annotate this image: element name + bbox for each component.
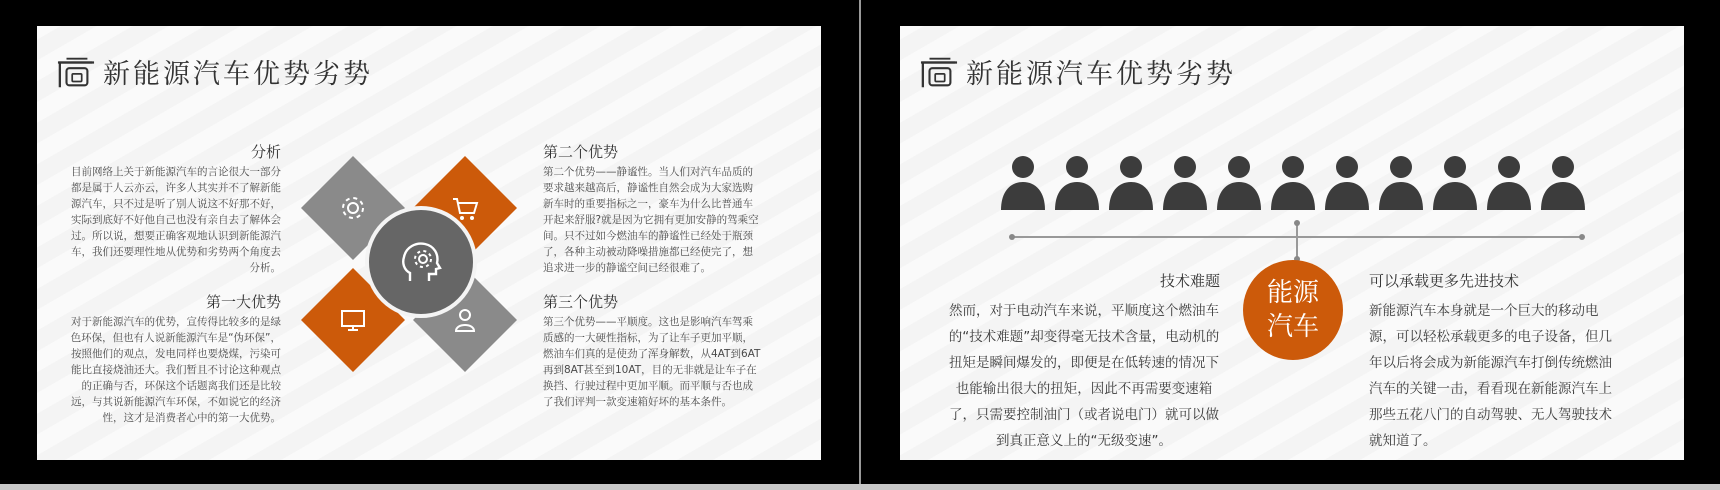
- energy-car-badge-text: 能源汽车: [1266, 278, 1319, 342]
- timeline-dot-top: [1294, 220, 1300, 226]
- person-icon: [1270, 154, 1316, 210]
- slide-title: [57, 52, 373, 91]
- person-icon: [1108, 154, 1154, 210]
- slide-right: [900, 26, 1684, 460]
- tech-difficulty-text: 然而，对于电动汽车来说，平顺度这个燃油车的“技术难题”却变得毫无技术含量，电动机的扭矩是瞬间爆发的，即便是在低转速的情况下也能输出很大的扭矩，因此不再需要变速箱了，只需要控制油门（或者说电门）就可以做到真正意义上的“无级变速”。: [948, 303, 1220, 449]
- house-logo-icon: [57, 54, 95, 90]
- person-icon: [1486, 154, 1532, 210]
- monitor-icon: [338, 305, 368, 335]
- page-title: 新能源汽车优势劣势: [103, 59, 373, 90]
- person-icon: [1054, 154, 1100, 210]
- third-advantage-heading: 第三个优势: [543, 293, 619, 311]
- person-icon: [1432, 154, 1478, 210]
- page-title-right: 新能源汽车优势劣势: [966, 59, 1236, 90]
- first-advantage-block: [65, 294, 281, 426]
- tech-difficulty-heading: 技术难题: [1159, 272, 1220, 290]
- timeline-connector: [1296, 222, 1298, 258]
- timeline-dot-left: [1009, 234, 1015, 240]
- first-advantage-heading: 第一大优势: [205, 293, 281, 311]
- head-gear-icon: [396, 237, 446, 287]
- person-icon: [1162, 154, 1208, 210]
- second-advantage-block: [543, 144, 761, 276]
- third-advantage-text: 第三个优势——平顺度。这也是影响汽车驾乘质感的一大硬性指标，为了让车子更加平顺，燃油车们真的是使劲了浑身解数，从4AT到6AT再到8AT甚至到10AT，目的无非就是让车子在换挡、行驶过程中更加平顺。而平顺与否也成了我们评判一款变速箱好坏的基本条件。: [543, 316, 761, 408]
- person-icon: [1000, 154, 1046, 210]
- person-icon: [1378, 154, 1424, 210]
- house-logo-icon: [920, 54, 958, 90]
- first-advantage-text: 对于新能源汽车的优势，宣传得比较多的是绿色环保，但也有人说新能源汽车是“伪环保”，按照他们的观点，发电同样也要烧煤，污染可能比直接烧油还大。我们暂且不讨论这种观点的正确与否，环保这个话题离我们还是比较远，与其说新能源汽车环保，不如说它的经济性，这才是消费者心中的第一大优势。: [70, 316, 281, 424]
- user-icon: [450, 305, 480, 335]
- analysis-heading: 分析: [250, 143, 281, 161]
- person-icon: [1216, 154, 1262, 210]
- center-circle: [365, 206, 477, 318]
- more-tech-block: [1369, 268, 1619, 454]
- bottom-strip: [0, 484, 1720, 490]
- analysis-text: 目前网络上关于新能源汽车的言论很大一部分都是属于人云亦云，许多人其实并不了解新能源汽车，只不过是听了别人说这不好那不好，实际到底好不好他自己也没有亲自去了解体会过。所以说，想要正确客观地认识到新能源汽车，我们还要理性地从优势和劣势两个角度去分析。: [71, 166, 281, 274]
- tech-difficulty-block: [948, 268, 1220, 454]
- more-tech-text: 新能源汽车本身就是一个巨大的移动电源，可以轻松承载更多的电子设备，但几年以后将会成为新能源汽车打倒传统燃油汽车的关键一击，看看现在新能源汽车上那些五花八门的自动驾驶、无人驾驶技术就知道了。: [1369, 303, 1612, 449]
- second-advantage-heading: 第二个优势: [543, 143, 619, 161]
- gear-icon: [338, 193, 368, 223]
- timeline-dot-right: [1579, 234, 1585, 240]
- slide-title-right: [920, 52, 1236, 91]
- slide-left: [37, 26, 821, 460]
- slide-divider: [859, 0, 861, 490]
- energy-car-badge: [1243, 260, 1343, 360]
- more-tech-heading: 可以承载更多先进技术: [1369, 272, 1520, 290]
- second-advantage-text: 第二个优势——静谧性。当人们对汽车品质的要求越来越高后，静谧性自然会成为大家选购新车时的重要指标之一，豪车为什么比普通车开起来舒服?就是因为它拥有更加安静的驾乘空间。只不过如今燃油车的静谧性已经处于瓶颈了，各种主动被动降噪措施都已经使完了，想追求进一步的静谧空间已经很难了。: [543, 166, 759, 274]
- third-advantage-block: [543, 294, 761, 410]
- analysis-block: [65, 144, 281, 276]
- person-icon: [1540, 154, 1586, 210]
- people-row: [1000, 154, 1586, 210]
- person-icon: [1324, 154, 1370, 210]
